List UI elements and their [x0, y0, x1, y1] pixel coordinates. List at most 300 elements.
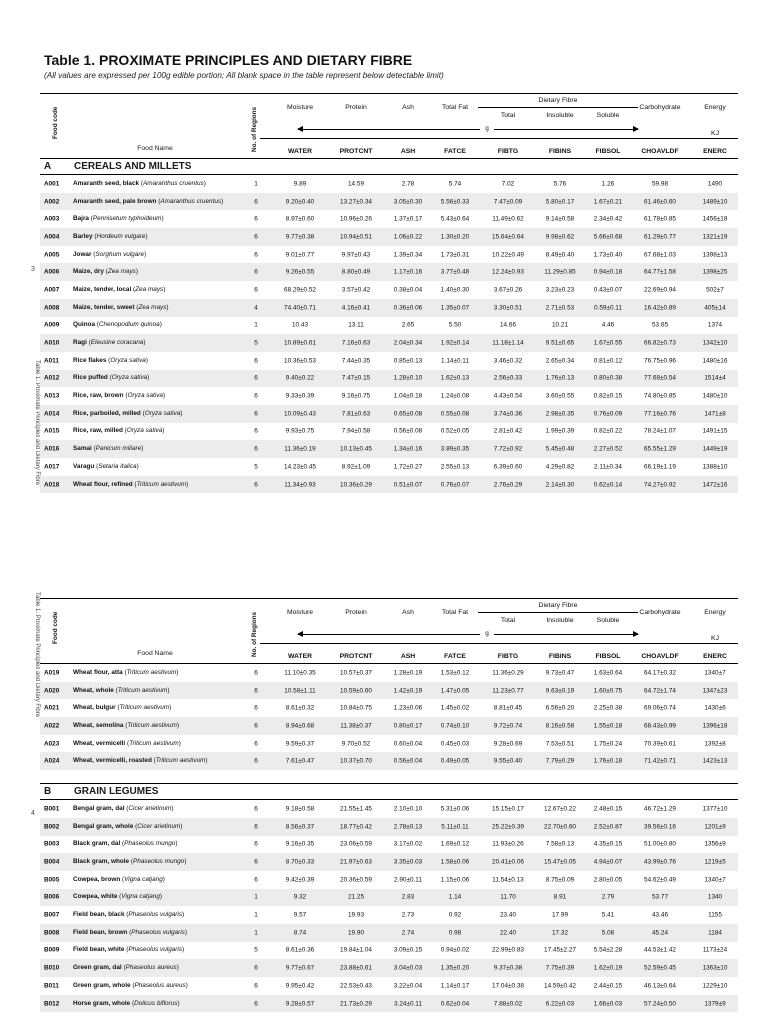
ash-value: 2.65 — [401, 321, 415, 329]
ash-value: 0.36±0.06 — [393, 304, 423, 312]
table-row — [40, 959, 738, 977]
fibre-insoluble-value: 15.47±0.05 — [544, 858, 576, 866]
protein-value: 13.27±0.34 — [340, 198, 372, 206]
ash-value: 0.38±0.04 — [393, 286, 423, 294]
fibre-soluble-value: 2.80±0.05 — [593, 876, 623, 884]
fibre-insoluble-value: 6.56±0.20 — [545, 704, 575, 712]
food-scientific-name: Triticum aestivum — [119, 704, 170, 712]
water-value: 9.89 — [293, 180, 307, 188]
food-code: B001 — [44, 805, 60, 813]
protein-value: 7.47±0.15 — [341, 374, 371, 382]
food-common-name: Varagu — [73, 462, 95, 470]
fat-value: 1.14 — [448, 893, 462, 901]
code-water: WATER — [287, 653, 313, 660]
food-scientific-name: Triticum aestivum — [155, 757, 206, 765]
ash-value: 0.80±0.17 — [393, 722, 423, 730]
fibre-soluble-value: 5.66±0.68 — [593, 233, 623, 241]
code-choavldf: CHOAVLDF — [641, 148, 679, 155]
food-code: A011 — [44, 357, 59, 365]
table-row — [40, 818, 738, 836]
ash-value: 3.24±0.11 — [394, 1000, 422, 1008]
fat-value: 1.15±0.06 — [440, 876, 470, 884]
food-scientific-name: Amaranthus cruentus — [160, 197, 222, 205]
fibre-insoluble-value: 3.60±0.55 — [545, 392, 575, 400]
unit-kj: KJ — [711, 130, 719, 137]
code-fatce: FATCE — [444, 653, 466, 660]
table-row — [40, 405, 738, 423]
dietary-fibre-rule — [478, 107, 638, 108]
ash-value: 1.06±0.22 — [393, 233, 423, 241]
ash-value: 1.04±0.18 — [393, 392, 423, 400]
fat-value: 0.62±0.04 — [440, 1000, 470, 1008]
food-common-name: Amaranth seed, pale brown — [73, 197, 157, 205]
fibre-total-value: 7.02 — [501, 180, 515, 188]
fibre-soluble-value: 2.79 — [601, 893, 615, 901]
ash-value: 1.28±0.10 — [393, 374, 423, 382]
food-common-name: Samai — [73, 445, 92, 453]
food-scientific-name: Phaseolus aureus — [134, 981, 186, 989]
regions-count: 6 — [254, 286, 258, 294]
fibre-soluble-value: 1.75±0.24 — [593, 740, 623, 748]
food-name: Wheat flour, atta (Triticum aestivum) — [73, 668, 179, 676]
protein-value: 21.25 — [348, 893, 364, 901]
food-code-header: Food code — [52, 611, 59, 644]
food-scientific-name: Sorghum vulgare — [95, 250, 145, 258]
table-row — [40, 334, 738, 352]
food-code-header: Food code — [52, 106, 59, 139]
moisture-header: Moisture — [286, 609, 314, 616]
code-fibtg: FIBTG — [497, 653, 519, 660]
food-name: Green gram, whole (Phaseolus aureus) — [73, 981, 188, 989]
fibre-total-value: 22.99±0.83 — [492, 946, 524, 954]
energy-value: 1356±9 — [704, 840, 726, 848]
regions-count: 6 — [254, 823, 258, 831]
regions-count: 6 — [254, 840, 258, 848]
fibre-soluble-value: 1.67±0.21 — [593, 198, 623, 206]
ash-value: 1.28±0.19 — [393, 669, 423, 677]
food-common-name: Rice, raw, brown — [73, 392, 124, 400]
table-row — [40, 871, 738, 889]
regions-count: 5 — [254, 463, 258, 471]
section-code: B — [44, 786, 52, 798]
water-value: 11.34±0.93 — [284, 481, 316, 489]
food-name: Bengal gram, whole (Cicer arietinum) — [73, 822, 183, 830]
fibre-insoluble-value: 7.53±0.51 — [545, 740, 575, 748]
protein-value: 3.57±0.42 — [341, 286, 371, 294]
table-row — [40, 836, 738, 854]
carbohydrate-value: 16.42±0.89 — [644, 304, 676, 312]
regions-count: 4 — [254, 304, 258, 312]
food-code: A021 — [44, 704, 60, 712]
water-value: 10.09±0.43 — [284, 410, 316, 418]
food-name: Ragi (Eleusine coracana) — [73, 339, 146, 347]
fat-value: 1.30±0.20 — [440, 233, 470, 241]
table-row — [40, 735, 738, 753]
food-code: A013 — [44, 392, 60, 400]
food-code: A017 — [44, 463, 60, 471]
table-header — [40, 93, 738, 159]
fibre-soluble-value: 1.55±0.18 — [593, 722, 623, 730]
protein-value: 10.13±0.45 — [340, 445, 372, 453]
food-common-name: Horse gram, whole — [73, 999, 131, 1007]
fibre-total-value: 15.64±0.64 — [492, 233, 524, 241]
fibre-soluble-value: 0.94±0.18 — [593, 268, 623, 276]
fat-value: 1.53±0.12 — [440, 669, 470, 677]
carbohydrate-value: 76.75±0.96 — [644, 357, 676, 365]
food-name: Amaranth seed, pale brown (Amaranthus cruentus) — [73, 197, 224, 205]
table-row — [40, 682, 738, 700]
fibre-total-value: 7.72±0.92 — [493, 445, 523, 453]
energy-value: 1480±16 — [702, 357, 728, 365]
food-name: Varagu (Setaria italica) — [73, 462, 139, 470]
table-row — [40, 352, 738, 370]
regions-count: 1 — [254, 321, 258, 329]
code-fatce: FATCE — [444, 148, 466, 155]
section-legumes — [40, 783, 738, 800]
protein-value: 11.38±0.37 — [340, 722, 372, 730]
regions-count: 6 — [254, 982, 258, 990]
fibre-soluble-value: 0.76±0.09 — [593, 410, 623, 418]
carbohydrate-value: 71.42±0.71 — [644, 757, 676, 765]
energy-value: 1490 — [707, 180, 723, 188]
water-value: 9.01±0.77 — [285, 251, 315, 259]
food-code: A010 — [44, 339, 60, 347]
ash-value: 2.73 — [401, 911, 415, 919]
food-code: B008 — [44, 929, 60, 937]
ash-value: 1.23±0.06 — [393, 704, 423, 712]
ash-value: 0.85±0.13 — [393, 357, 423, 365]
carbohydrate-value: 44.53±1.42 — [644, 946, 676, 954]
water-value: 9.95±0.42 — [285, 982, 315, 990]
water-value: 9.33±0.39 — [285, 392, 315, 400]
fat-value: 1.35±0.20 — [440, 964, 470, 972]
food-code: A012 — [44, 374, 60, 382]
carbohydrate-value: 68.43±0.99 — [644, 722, 676, 730]
protein-value: 7.16±0.63 — [341, 339, 371, 347]
protein-value: 7.81±0.63 — [341, 410, 371, 418]
regions-count: 6 — [254, 392, 258, 400]
protein-value: 23.06±0.59 — [340, 840, 372, 848]
food-common-name: Wheat flour, refined — [73, 480, 133, 488]
ash-value: 2.04±0.34 — [393, 339, 423, 347]
energy-value: 1173±24 — [702, 946, 728, 954]
energy-value: 1398±25 — [702, 268, 728, 276]
side-running-label-top: Table 1. Proximate Principles and Dietary Fibre — [34, 360, 40, 486]
fibre-insoluble-value: 11.29±0.85 — [544, 268, 576, 276]
protein-value: 8.80±0.49 — [341, 268, 371, 276]
table-row — [40, 664, 738, 682]
water-value: 8.61±0.32 — [285, 704, 315, 712]
energy-value: 1340 — [707, 893, 723, 901]
regions-count: 1 — [254, 180, 258, 188]
rows-cereals-continued — [40, 664, 738, 770]
fibre-insoluble-value: 8.75±0.09 — [545, 876, 575, 884]
fibre-soluble-value: 0.80±0.38 — [593, 374, 623, 382]
table-row — [40, 924, 738, 942]
food-name: Wheat, whole (Triticum aestivum) — [73, 686, 170, 694]
carbohydrate-value: 61.78±0.85 — [644, 215, 676, 223]
water-value: 8.97±0.60 — [285, 215, 315, 223]
food-common-name: Amaranth seed, black — [73, 179, 140, 187]
protein-value: 9.97±0.43 — [341, 251, 371, 259]
fat-value: 5.74 — [448, 180, 462, 188]
code-ash: ASH — [400, 148, 416, 155]
food-name-header: Food Name — [137, 145, 173, 152]
fibre-soluble-value: 1.60±0.75 — [593, 687, 623, 695]
water-value: 8.56±0.37 — [285, 823, 315, 831]
ash-value: 3.09±0.15 — [393, 946, 423, 954]
fibre-insoluble-value: 1.99±0.39 — [545, 427, 575, 435]
fibre-soluble-value: 0.62±0.14 — [593, 481, 623, 489]
fibre-soluble-value: 1.73±0.40 — [593, 251, 623, 259]
carbohydrate-value: 64.77±1.58 — [644, 268, 676, 276]
food-common-name: Cowpea, white — [73, 893, 118, 901]
fibre-soluble-value: 2.34±0.42 — [593, 215, 623, 223]
food-code: A003 — [44, 215, 60, 223]
no-regions-header: No. of Regions — [251, 611, 258, 657]
fibre-total-value: 2.56±0.33 — [493, 374, 523, 382]
fat-value: 5.11±0.11 — [441, 823, 469, 831]
table-row — [40, 717, 738, 735]
fibre-total-value: 10.22±0.49 — [492, 251, 524, 259]
food-scientific-name: Phaseolus mungo — [124, 840, 176, 848]
fibre-insoluble-value: 5.45±0.48 — [545, 445, 575, 453]
food-scientific-name: Triticum aestivum — [117, 686, 168, 694]
food-code: A007 — [44, 286, 60, 294]
water-value: 9.93±0.75 — [285, 427, 315, 435]
fat-value: 0.94±0.02 — [440, 946, 470, 954]
energy-value: 1396±18 — [702, 722, 728, 730]
ash-value: 2.78 — [401, 180, 415, 188]
fibre-insoluble-value: 5.76 — [553, 180, 567, 188]
regions-count: 6 — [254, 233, 258, 241]
water-value: 8.70±0.33 — [285, 858, 315, 866]
ash-header: Ash — [402, 609, 414, 616]
carbohydrate-value: 74.80±0.85 — [644, 392, 676, 400]
fibre-soluble-value: 1.26 — [601, 180, 615, 188]
energy-value: 1489±10 — [702, 198, 728, 206]
protein-value: 10.57±0.37 — [340, 669, 372, 677]
fibre-total-value: 11.36±0.29 — [492, 669, 524, 677]
fibre-insoluble-value: 22.70±0.60 — [544, 823, 576, 831]
fibre-insoluble-value: 8.49±0.40 — [545, 251, 575, 259]
fibre-soluble-value: 0.82±0.15 — [593, 392, 623, 400]
table-block-bottom — [40, 598, 738, 1012]
food-code: A006 — [44, 268, 60, 276]
fat-value: 0.45±0.03 — [440, 740, 470, 748]
food-name: Green gram, dal (Phaseolus aureus) — [73, 964, 179, 972]
rows-legumes — [40, 800, 738, 1012]
fibre-insoluble-value: 9.14±0.58 — [545, 215, 575, 223]
fat-value: 1.45±0.02 — [440, 704, 470, 712]
food-name: Samai (Panicum miliare) — [73, 445, 144, 453]
regions-count: 6 — [254, 964, 258, 972]
protein-value: 7.94±0.58 — [341, 427, 371, 435]
fibre-soluble-value: 4.46 — [601, 321, 615, 329]
regions-count: 6 — [254, 268, 258, 276]
table-row — [40, 423, 738, 441]
protein-value: 13.11 — [348, 321, 364, 329]
food-code: A009 — [44, 321, 60, 329]
ash-value: 0.56±0.08 — [393, 427, 423, 435]
ash-value: 0.65±0.08 — [393, 410, 423, 418]
carbohydrate-value: 65.55±1.29 — [644, 445, 676, 453]
energy-value: 1377±10 — [702, 805, 728, 813]
food-common-name: Rice puffed — [73, 374, 108, 382]
food-common-name: Wheat, whole — [73, 686, 114, 694]
protein-value: 9.70±0.52 — [341, 740, 371, 748]
ash-value: 3.22±0.04 — [393, 982, 423, 990]
fibre-soluble-value: 0.82±0.22 — [593, 427, 623, 435]
table-row — [40, 458, 738, 476]
fibre-total-value: 4.43±0.54 — [493, 392, 523, 400]
energy-value: 1363±10 — [702, 964, 728, 972]
protein-value: 10.94±0.51 — [340, 233, 372, 241]
water-value: 9.26±0.55 — [285, 268, 315, 276]
section-cereals — [40, 159, 738, 175]
energy-header: Energy — [704, 104, 726, 111]
table-row — [40, 853, 738, 871]
food-common-name: Bengal gram, dal — [73, 804, 125, 812]
water-value: 9.57 — [293, 911, 307, 919]
table-row — [40, 175, 738, 193]
code-fibsol: FIBSOL — [595, 148, 621, 155]
food-common-name: Wheat, vermicelli, roasted — [73, 757, 152, 765]
fibre-soluble-value: 2.27±0.52 — [593, 445, 623, 453]
fibre-total-value: 7.88±0.02 — [493, 1000, 523, 1008]
energy-value: 1430±6 — [704, 704, 726, 712]
food-common-name: Maize, dry — [73, 268, 104, 276]
food-scientific-name: Zea mays — [135, 285, 164, 293]
energy-value: 1340±7 — [704, 669, 726, 677]
table-row — [40, 800, 738, 818]
no-regions-header: No. of Regions — [251, 106, 258, 152]
food-common-name: Black gram, whole — [73, 858, 130, 866]
protein-value: 22.53±0.43 — [340, 982, 372, 990]
regions-count: 6 — [254, 445, 258, 453]
food-name: Cowpea, white (Vigna catjang) — [73, 893, 163, 901]
fibre-insoluble-value: 2.71±0.53 — [545, 304, 575, 312]
food-name: Field bean, white (Phaseolus vulgaris) — [73, 946, 185, 954]
fat-value: 1.47±0.05 — [440, 687, 470, 695]
ash-value: 2.83 — [401, 893, 415, 901]
table-row — [40, 370, 738, 388]
food-name: Rice puffed (Oryza sativa) — [73, 374, 150, 382]
fat-value: 1.62±0.13 — [440, 374, 470, 382]
fibre-total-value: 11.70 — [500, 893, 516, 901]
carbohydrate-value: 78.24±1.07 — [644, 427, 676, 435]
fibre-total-value: 2.76±0.29 — [493, 481, 523, 489]
carbohydrate-value: 64.72±1.74 — [644, 687, 676, 695]
food-name: Horse gram, whole (Dolicus biflorus) — [73, 999, 180, 1007]
fibre-total-value: 11.54±0.13 — [492, 876, 524, 884]
fat-value: 3.77±0.48 — [440, 268, 470, 276]
fibre-total-value: 8.81±0.45 — [493, 704, 523, 712]
carbohydrate-value: 51.00±0.80 — [644, 840, 676, 848]
energy-value: 1392±8 — [704, 740, 726, 748]
food-common-name: Wheat, bulgur — [73, 704, 116, 712]
rows-cereals — [40, 175, 738, 493]
energy-value: 1423±13 — [702, 757, 728, 765]
regions-count: 6 — [254, 687, 258, 695]
fibre-insoluble-value: 2.98±0.35 — [545, 410, 575, 418]
regions-count: 1 — [254, 911, 258, 919]
energy-value: 1456±18 — [702, 215, 728, 223]
water-value: 10.43 — [292, 321, 308, 329]
ash-value: 1.34±0.16 — [393, 445, 423, 453]
fibre-soluble-value: 1.62±0.19 — [593, 964, 623, 972]
fibre-soluble-value: 5.54±2.28 — [593, 946, 623, 954]
protein-value: 19.84±1.04 — [340, 946, 372, 954]
carbohydrate-value: 64.17±0.32 — [644, 669, 676, 677]
regions-count: 6 — [254, 374, 258, 382]
food-common-name: Rice, parboiled, milled — [73, 409, 141, 417]
food-code: B007 — [44, 911, 60, 919]
protein-value: 18.77±0.42 — [340, 823, 372, 831]
food-common-name: Rice, raw, milled — [73, 427, 123, 435]
energy-value: 1374 — [707, 321, 723, 329]
food-scientific-name: Hordeum vulgare — [96, 232, 146, 240]
protein-value: 9.16±0.75 — [341, 392, 371, 400]
fat-value: 1.92±0.14 — [440, 339, 470, 347]
food-scientific-name: Oryza sativa — [126, 427, 163, 435]
fibre-total-value: 17.04±0.38 — [492, 982, 524, 990]
table-row — [40, 752, 738, 770]
food-code: A023 — [44, 740, 60, 748]
fibre-soluble-value: 0.59±0.11 — [594, 304, 622, 312]
table-row — [40, 246, 738, 264]
food-code: B006 — [44, 893, 60, 901]
ash-value: 1.39±0.34 — [393, 251, 423, 259]
food-scientific-name: Oryza sativa — [144, 409, 181, 417]
food-code: A015 — [44, 427, 60, 435]
ash-value: 0.51±0.07 — [393, 481, 423, 489]
food-scientific-name: Vigna catjang — [124, 875, 163, 883]
protein-header: Protein — [345, 609, 367, 616]
food-code: A002 — [44, 198, 60, 206]
table-row — [40, 299, 738, 317]
fibre-insoluble-value: 9.51±0.65 — [545, 339, 575, 347]
energy-value: 1379±9 — [704, 1000, 726, 1008]
water-value: 9.18±0.58 — [285, 805, 315, 813]
unit-g: g — [480, 630, 494, 637]
fibre-soluble-value: 5.41 — [601, 911, 615, 919]
table-header — [40, 598, 738, 664]
unit-arrow — [298, 129, 638, 130]
ash-header: Ash — [402, 104, 414, 111]
food-name: Cowpea, brown (Vigna catjang) — [73, 875, 165, 883]
food-scientific-name: Oryza sativa — [110, 356, 146, 364]
fat-value: 3.89±0.35 — [440, 445, 470, 453]
regions-count: 6 — [254, 357, 258, 365]
fibre-insoluble-value: 2.65±0.34 — [545, 357, 575, 365]
food-name: Bajra (Pennisetum typhoideum) — [73, 215, 164, 223]
food-code: A019 — [44, 669, 60, 677]
carbohydrate-value: 57.24±0.50 — [644, 1000, 676, 1008]
fibre-total-value: 3.30±0.51 — [493, 304, 523, 312]
food-scientific-name: Setaria italica — [98, 462, 137, 470]
food-common-name: Bajra — [73, 215, 89, 223]
unit-arrow — [298, 634, 638, 635]
table-row — [40, 906, 738, 924]
regions-count: 5 — [254, 339, 258, 347]
food-common-name: Green gram, dal — [73, 964, 122, 972]
water-value: 9.28±0.57 — [285, 1000, 315, 1008]
dietary-fibre-header: Dietary Fibre — [538, 97, 578, 104]
food-name: Amaranth seed, black (Amaranthus cruentus) — [73, 179, 206, 187]
food-common-name: Maize, tender, sweet — [73, 303, 135, 311]
fibre-total-value: 22.40 — [500, 929, 516, 937]
